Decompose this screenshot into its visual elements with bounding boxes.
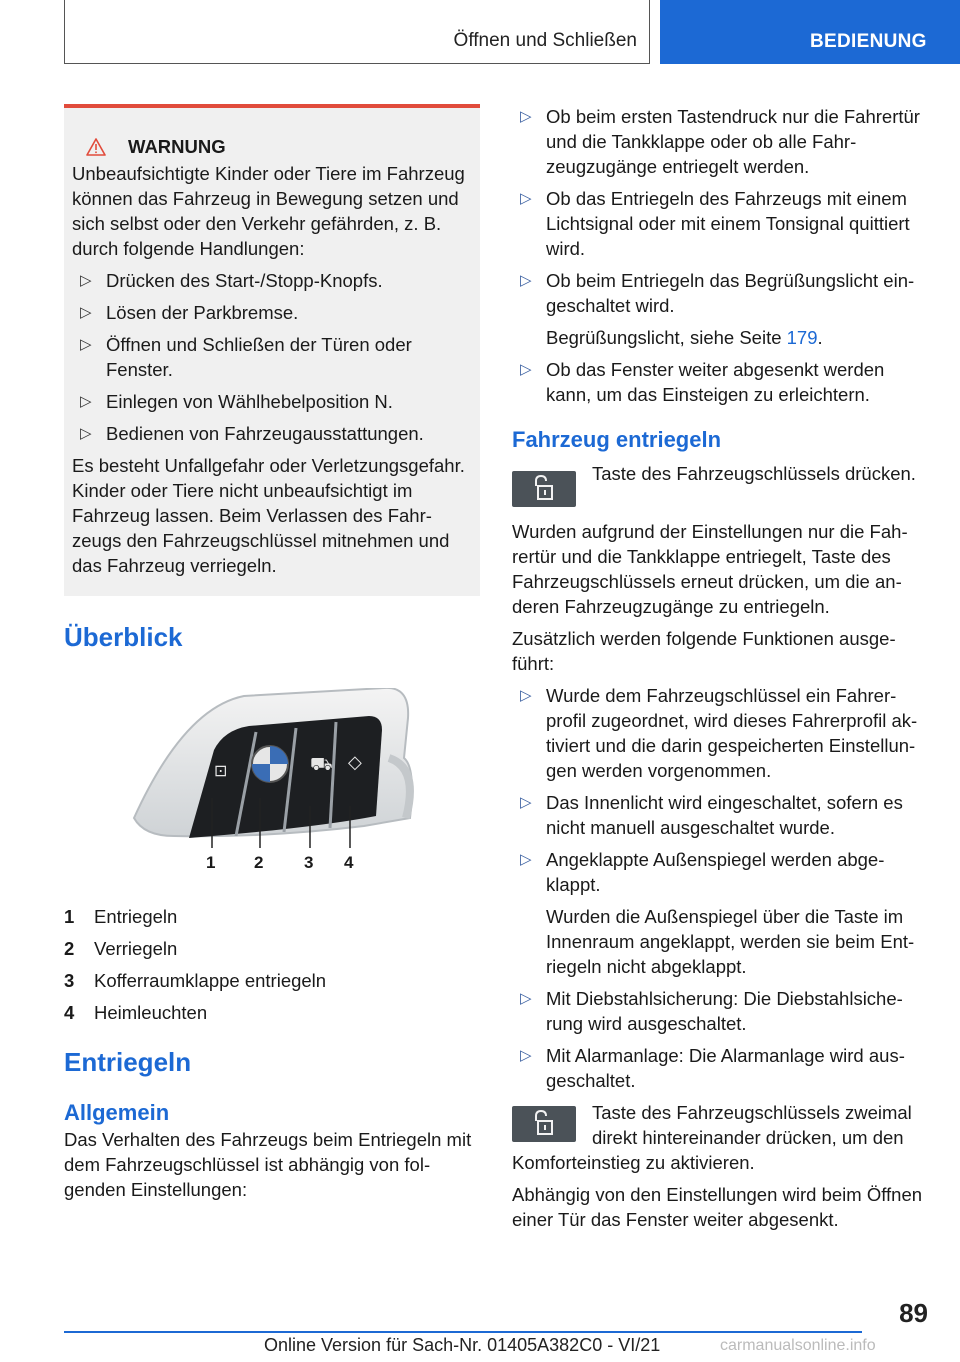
unlock-icon [512,1106,576,1142]
list-item: ▷ Ob das Fenster weiter abgesenkt werden kann, um das Einsteigen zu erleichtern. [520,359,885,405]
list-item: ▷ Angeklappte Außenspiegel werden abgeklappt. Wurden die Außenspiegel über die Taste im Innenraum angeklappt, werden sie beim Entriegeln nicht abgeklappt. [512,847,924,979]
svg-text:⛟: ⛟ [310,754,333,775]
welcome-light-ref: Begrüßungslicht, siehe Seite 179. [546,327,823,348]
header-section-title: Öffnen und Schließen [453,30,637,51]
triangle-bullet-icon: ▷ [520,851,532,868]
image-callout-2: 2 [254,853,264,872]
triangle-bullet-icon: ▷ [520,990,532,1007]
header-chapter-tab[interactable] [660,0,960,64]
unlock-settings-list [512,104,924,407]
page-link-179[interactable]: 179 [786,327,818,348]
warning-box [64,104,480,596]
key-fob-image [64,688,480,898]
watermark: carmanualsonline.info [720,1337,876,1354]
image-callout-4: 4 [344,853,354,872]
list-item: ▷ Einlegen von Wählhebelposition N. [80,391,393,412]
mirror-sub-note: Wurden die Außenspiegel über die Taste im Innenraum angeklappt, werden sie beim Entriegeln nicht abgeklappt. [546,906,915,977]
triangle-bullet-icon: ▷ [520,361,532,378]
footer-text: Online Version für Sach-Nr. 01405A382C0 - VI/21 [264,1335,661,1355]
legend-item: 1 Entriegeln [64,906,178,927]
page-number: 89 [899,1298,928,1328]
vehicle-unlock-p1: Wurden aufgrund der Einstellungen nur die Fahrertür und die Tankklappe entriegelt, Taste des Fahrzeugschlüssels erneut drücken, um die anderen Fahrzeugzugänge zu entriegeln. [512,521,908,617]
vehicle-unlock-p2: Zusätzlich werden folgende Funktionen ausgeführt: [512,628,896,674]
list-item: ▷ Ob das Entriegeln des Fahrzeugs mit einem Lichtsignal oder mit einem Tonsignal quittiert wird. [520,188,910,259]
list-item: ▷ Mit Diebstahlsicherung: Die Diebstahlsicherung wird ausgeschaltet. [520,988,903,1034]
vehicle-unlock-p3: Abhängig von den Einstellungen wird beim Öffnen einer Tür das Fenster weiter abgesenkt. [512,1184,923,1230]
svg-text:⊡: ⊡ [214,761,228,780]
warning-intro: Unbeaufsichtigte Kinder oder Tiere im Fahrzeug können das Fahrzeug in Bewegung setzen und sich selbst oder den Verkehr gefährden, z. B. durch folgende Handlungen: [72,163,465,259]
triangle-bullet-icon: ▷ [80,336,92,353]
list-item: ▷ Ob beim Entriegeln das Begrüßungslicht eingeschaltet wird. Begrüßungslicht, siehe Seite 179. [512,268,924,350]
warning-list [72,268,472,446]
triangle-bullet-icon: ▷ [80,304,92,321]
list-item: ▷ Drücken des Start-/Stopp-Knopfs. [80,270,383,291]
unlock-press-instruction [512,461,924,513]
image-callout-3: 3 [304,853,314,872]
image-callout-1: 1 [206,853,216,872]
general-text: Das Verhalten des Fahrzeugs beim Entriegeln mit dem Fahrzeugschlüssel ist abhängig von folgenden Einstellungen: [64,1129,472,1200]
triangle-bullet-icon: ▷ [520,272,532,289]
list-item: ▷ Das Innenlicht wird eingeschaltet, sofern es nicht manuell ausgeschaltet wurde. [520,792,903,838]
list-item: ▷ Mit Alarmanlage: Die Alarmanlage wird ausgeschaltet. [520,1045,905,1091]
functions-list [512,683,924,1093]
footer-rule [64,1331,862,1333]
legend-item: 4 Heimleuchten [64,1002,208,1023]
triangle-bullet-icon: ▷ [80,393,92,410]
vehicle-unlock-heading: Fahrzeug entriegeln [512,427,722,452]
double-press-instruction [512,1100,924,1182]
triangle-bullet-icon: ▷ [520,687,532,704]
unlock-heading: Entriegeln [64,1047,192,1077]
list-item: ▷ Bedienen von Fahrzeugausstattungen. [80,423,424,444]
unlock-icon [512,471,576,507]
warning-title [72,134,472,159]
press-text: Taste des Fahrzeugschlüssels drücken. [592,463,916,484]
warning-triangle-icon [86,138,106,156]
left-column [64,104,480,1209]
header-section-box [64,0,650,64]
right-column [512,104,924,1239]
overview-legend [64,904,480,1025]
triangle-bullet-icon: ▷ [520,108,532,125]
list-item: ▷ Lösen der Parkbremse. [80,302,299,323]
overview-heading: Überblick [64,622,183,652]
general-heading: Allgemein [64,1100,170,1125]
key-fob-illustration [64,688,480,898]
triangle-bullet-icon: ▷ [520,794,532,811]
triangle-bullet-icon: ▷ [520,1047,532,1064]
list-item: ▷ Wurde dem Fahrzeugschlüssel ein Fahrerprofil zugeordnet, wird dieses Fahrerprofil aktiviert und die darin gespeicherten Einstellungen werden vorgenommen. [520,685,918,781]
triangle-bullet-icon: ▷ [80,272,92,289]
triangle-bullet-icon: ▷ [520,190,532,207]
double-press-text: Taste des Fahrzeugschlüssels zweimal direkt hintereinander drücken, um den Komforteinstieg zu aktivieren. [512,1102,912,1173]
triangle-bullet-icon: ▷ [80,425,92,442]
list-item: ▷ Ob beim ersten Tastendruck nur die Fahrertür und die Tankklappe oder ob alle Fahrzeugzugänge entriegelt werden. [520,106,920,177]
warning-title-text: WARNUNG [128,136,226,157]
svg-text:◇: ◇ [348,752,362,773]
list-item: ▷ Öffnen und Schließen der Türen oder Fenster. [80,334,412,380]
legend-item: 2 Verriegeln [64,938,178,959]
header-chapter-title: BEDIENUNG [810,31,927,52]
legend-item: 3 Kofferraumklappe entriegeln [64,970,327,991]
warning-outro: Es besteht Unfallgefahr oder Verletzungsgefahr. Kinder oder Tiere nicht unbeaufsichtigt im Fahrzeug lassen. Beim Verlassen des Fahrzeugs den Fahrzeugschlüssel mitnehmen und das Fahrzeug verriegeln. [72,455,465,576]
